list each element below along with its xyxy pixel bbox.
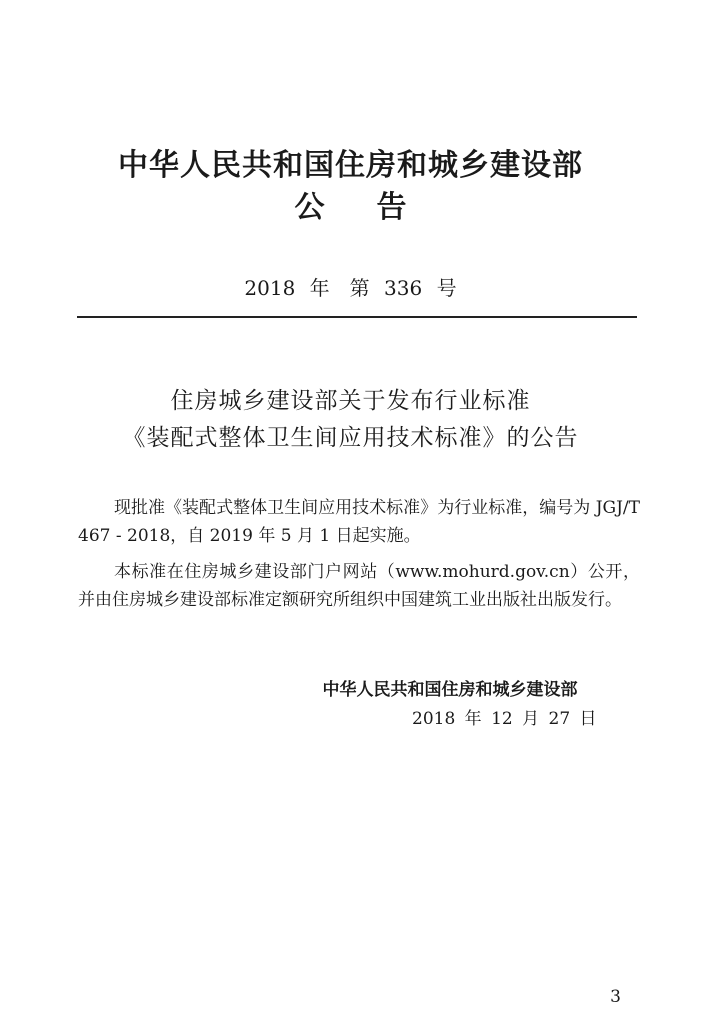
body-paragraph-1: 现批准《装配式整体卫生间应用技术标准》为行业标准，编号为 JGJ/T 467 - 2018，自 2019 年 5 月 1 日起实施。 bbox=[78, 498, 640, 546]
issuer-heading: 中华人民共和国住房和城乡建设部 bbox=[118, 148, 583, 183]
announcement-title-line-1: 住房城乡建设部关于发布行业标准 bbox=[170, 388, 531, 414]
signature-organization: 中华人民共和国住房和城乡建设部 bbox=[322, 680, 578, 700]
document-type-heading: 公告 bbox=[294, 190, 459, 225]
body-paragraph-1-block bbox=[78, 494, 640, 550]
header-divider bbox=[77, 316, 637, 318]
page-number: 3 bbox=[610, 987, 621, 1007]
body-paragraph-2: 本标准在住房城乡建设部门户网站（www.mohurd.gov.cn）公开，并由住房城乡建设部标准定额研究所组织中国建筑工业出版社出版发行。 bbox=[78, 562, 640, 610]
body-paragraph-2-block bbox=[78, 558, 640, 614]
document-number: 2018 年 第 336 号 bbox=[244, 276, 457, 300]
signature-date: 2018 年 12 月 27 日 bbox=[412, 709, 597, 729]
announcement-title-line-2: 《装配式整体卫生间应用技术标准》的公告 bbox=[122, 425, 579, 451]
